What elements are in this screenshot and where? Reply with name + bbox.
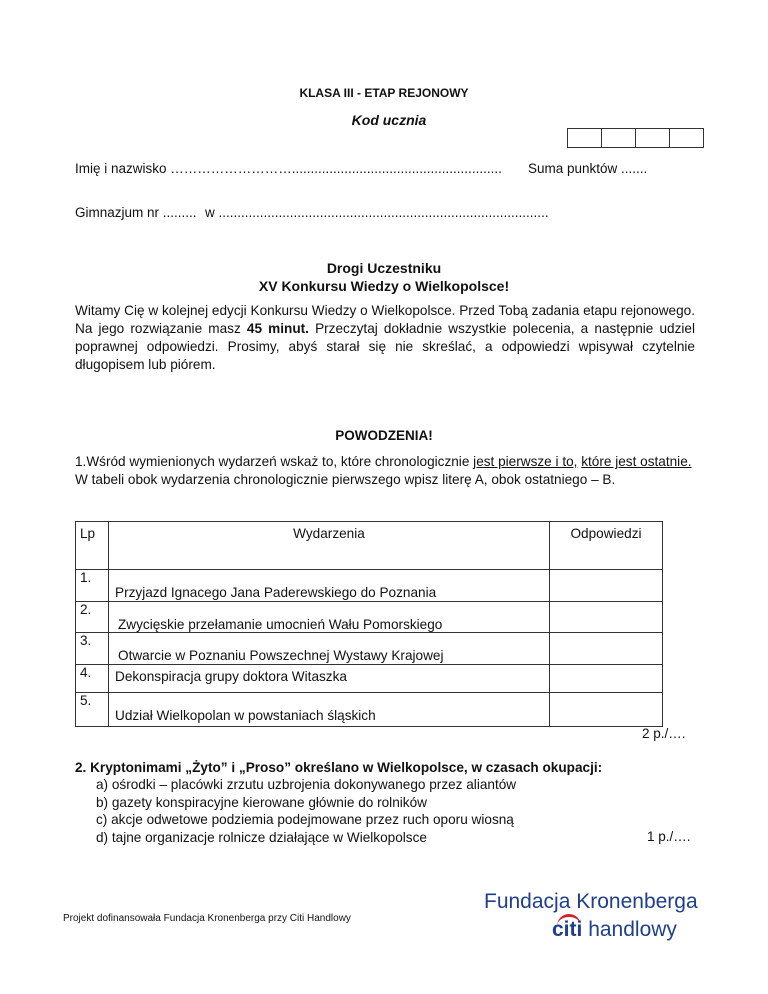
intro-paragraph: Witamy Cię w kolejnej edycji Konkursu Wiedzy o Wielkopolsce. Przed Tobą zadania etapu rejonowego. Na jego rozwiązanie masz 45 minut. Przeczytaj dokładnie wszystkie polecenia, a następnie udziel poprawnej odpowiedzi. Prosimy, abyś starał się nie skreślać, a odpowiedzi wpisywał czytelnie długopisem lub piórem. <box>75 303 695 372</box>
question2-points: 1 p./…. <box>647 829 691 844</box>
question1-points: 2 p./…. <box>642 726 686 741</box>
header-events: Wydarzenia <box>109 522 550 570</box>
school-number-field[interactable]: Gimnazjum nr ......... <box>75 205 197 220</box>
code-box[interactable] <box>670 129 703 147</box>
points-sum-field[interactable]: Suma punktów ....... <box>528 161 648 176</box>
code-box[interactable] <box>568 129 602 147</box>
header-lp: Lp <box>76 522 109 570</box>
events-table <box>75 521 663 727</box>
code-box[interactable] <box>636 129 670 147</box>
greeting-line2: XV Konkursu Wiedzy o Wielkopolsce! <box>258 278 510 294</box>
time-limit: 45 minut. <box>246 321 309 336</box>
kronenberg-logo-text: Fundacja Kronenberga <box>484 890 698 913</box>
option-a[interactable]: a) ośrodki – placówki zrzutu uzbrojenia dokonywanego przez aliantów <box>96 777 517 792</box>
citi-handlowy-logo: citi handlowy <box>552 918 677 941</box>
table-row: 3. Otwarcie w Poznaniu Powszechnej Wystawy Krajowej <box>76 633 663 665</box>
question2-options <box>96 776 516 846</box>
answer-cell[interactable] <box>550 633 663 665</box>
table-row: 4. Dekonspiracja grupy doktora Witaszka <box>76 665 663 693</box>
name-field[interactable]: Imię i nazwisko ………………………........................................................ <box>75 161 502 176</box>
option-c[interactable]: c) akcje odwetowe podziemia podejmowane przez ruch oporu wiosną <box>96 812 514 827</box>
footer-note: Projekt dofinansowała Fundacja Kronenberga przy Citi Handlowy <box>63 913 351 924</box>
school-city-field[interactable]: w ........................................................................................ <box>205 205 549 220</box>
header-answers: Odpowiedzi <box>550 522 663 570</box>
table-row: 5. Udział Wielkopolan w powstaniach śląskich <box>76 693 663 727</box>
student-code-boxes[interactable] <box>567 128 704 148</box>
question2-text: 2. Kryptonimami „Żyto” i „Proso” określano w Wielkopolsce, w czasach okupacji: <box>75 760 603 775</box>
answer-cell[interactable] <box>550 602 663 633</box>
table-row: 1. Przyjazd Ignacego Jana Paderewskiego do Poznania <box>76 570 663 602</box>
option-d[interactable]: d) tajne organizacje rolnicze działające w Wielkopolsce <box>96 829 427 845</box>
page-header: KLASA III - ETAP REJONOWY <box>299 86 469 100</box>
student-code-label: Kod ucznia <box>351 112 427 128</box>
option-b[interactable]: b) gazety konspiracyjne kierowane głównie do rolników <box>96 794 427 810</box>
answer-cell[interactable] <box>550 570 663 602</box>
question1-text: 1.Wśród wymienionych wydarzeń wskaż to, które chronologicznie jest pierwsze i to, które jest ostatnie. W tabeli obok wydarzenia chronologicznie pierwszego wpisz literę A, obok ostatniego – B. <box>75 454 692 487</box>
greeting-line1: Drogi Uczestniku <box>326 260 442 276</box>
good-luck: POWODZENIA! <box>335 428 433 443</box>
answer-cell[interactable] <box>550 665 663 693</box>
table-row: 2. Zwycięskie przełamanie umocnień Wału Pomorskiego <box>76 602 663 633</box>
code-box[interactable] <box>602 129 636 147</box>
answer-cell[interactable] <box>550 693 663 727</box>
